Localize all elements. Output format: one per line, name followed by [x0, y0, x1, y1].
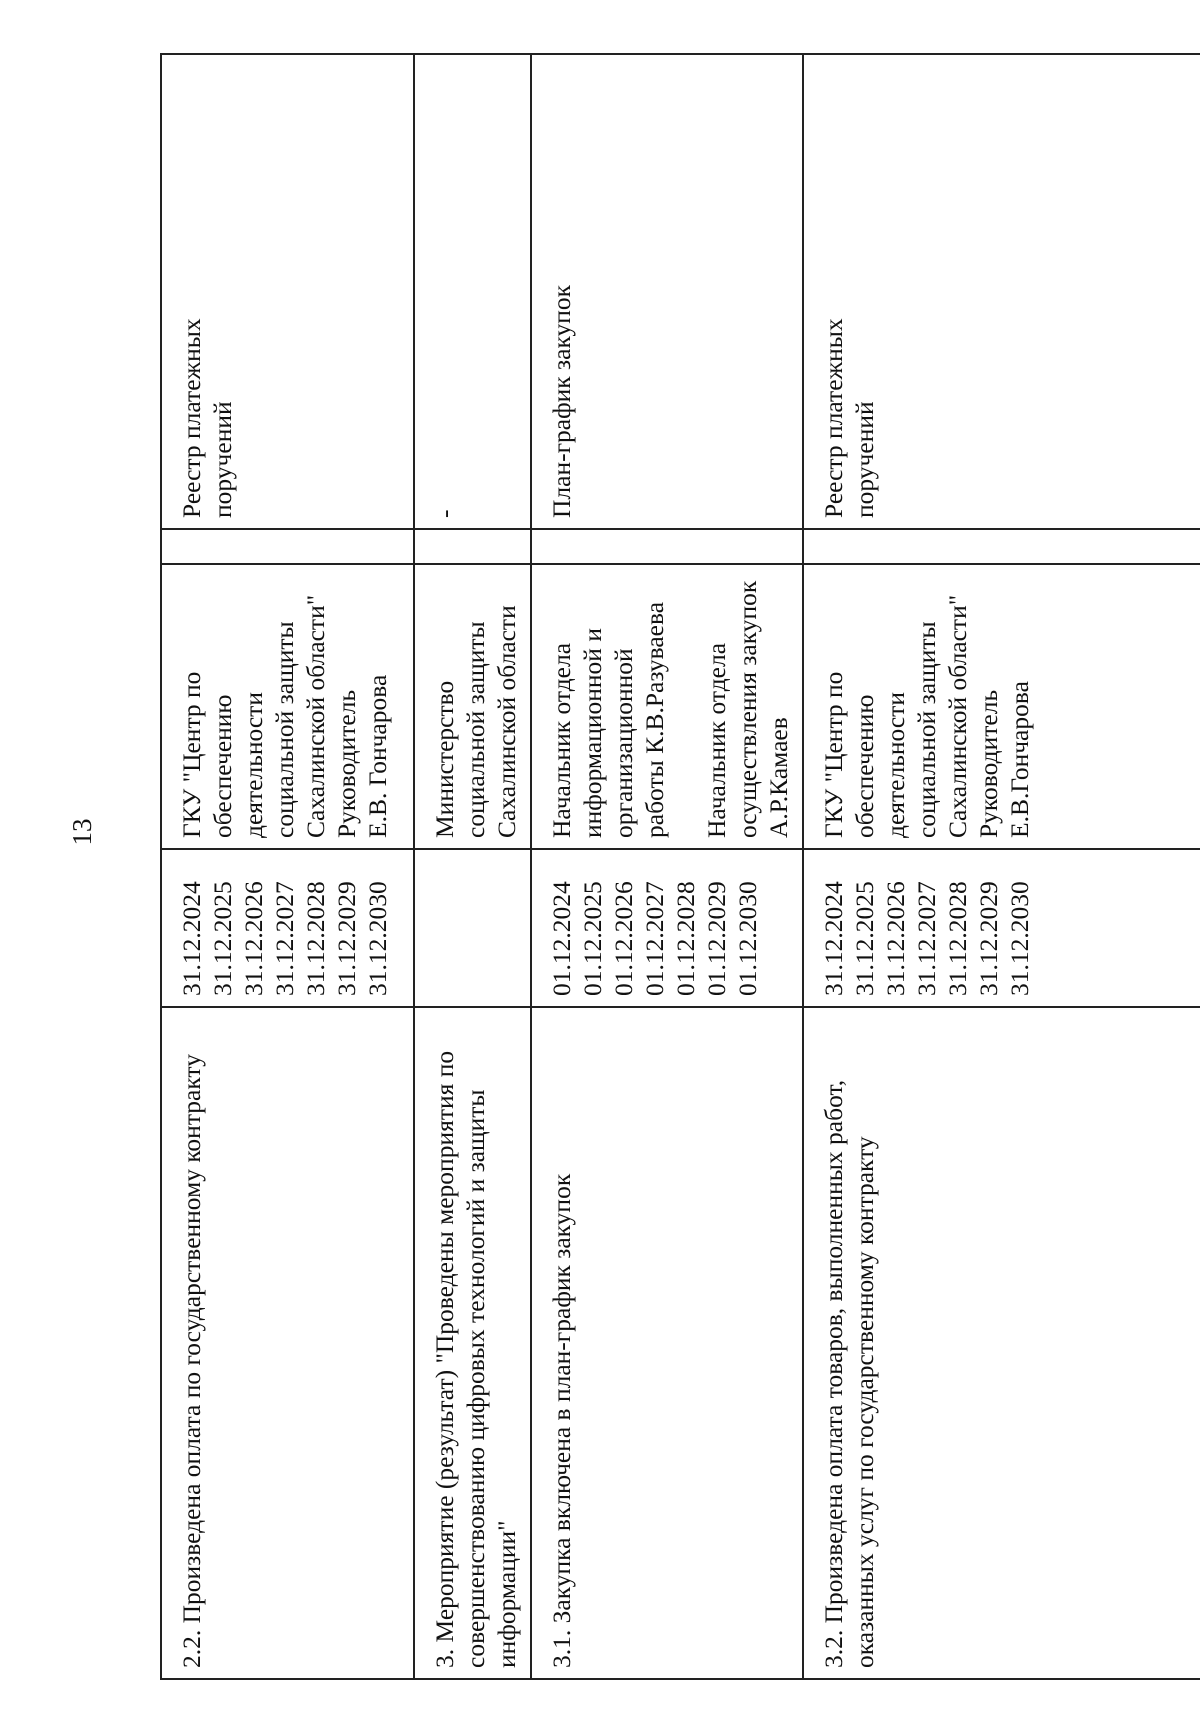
dates-cell: 31.12.2024 31.12.2025 31.12.2026 31.12.2027 31.12.2028 31.12.2029 31.12.2030 [803, 849, 1200, 1007]
event-cell: 2.2. Произведена оплата по государственному контракту [161, 1007, 414, 1679]
empty-cell [414, 529, 531, 564]
page-number: 13 [67, 818, 97, 846]
rotated-table-container [160, 55, 1200, 1680]
empty-cell [531, 529, 803, 564]
dates-cell [414, 849, 531, 1007]
table-row [414, 54, 531, 1679]
table-row [161, 54, 414, 1679]
responsible-cell: Начальник отдела информационной и организационной работы К.В.Разуваева Начальник отдела осуществления закупок А.Р.Камаев [531, 564, 803, 849]
dates-cell: 01.12.2024 01.12.2025 01.12.2026 01.12.2027 01.12.2028 01.12.2029 01.12.2030 [531, 849, 803, 1007]
responsible-cell: ГКУ "Центр по обеспечению деятельности социальной защиты Сахалинской области" Руководитель Е.В.Гончарова [803, 564, 1200, 849]
document-cell: Реестр платежных поручений [803, 54, 1200, 529]
empty-cell [803, 529, 1200, 564]
table-row [531, 54, 803, 1679]
empty-cell [161, 529, 414, 564]
document-cell: - [414, 54, 531, 529]
event-cell: 3.2. Произведена оплата товаров, выполненных работ, оказанных услуг по государственному контракту [803, 1007, 1200, 1679]
responsible-cell: ГКУ "Центр по обеспечению деятельности социальной защиты Сахалинской области" Руководитель Е.В. Гончарова [161, 564, 414, 849]
document-cell: План-график закупок [531, 54, 803, 529]
dates-cell: 31.12.2024 31.12.2025 31.12.2026 31.12.2027 31.12.2028 31.12.2029 31.12.2030 [161, 849, 414, 1007]
table-row [803, 54, 1200, 1679]
responsible-cell: Министерство социальной защиты Сахалинской области [414, 564, 531, 849]
event-cell: 3.1. Закупка включена в план-график закупок [531, 1007, 803, 1679]
document-cell: Реестр платежных поручений [161, 54, 414, 529]
event-cell: 3. Мероприятие (результат) "Проведены мероприятия по совершенствованию цифровых технологий и защиты информации" [414, 1007, 531, 1679]
control-plan-table [160, 53, 1200, 1680]
